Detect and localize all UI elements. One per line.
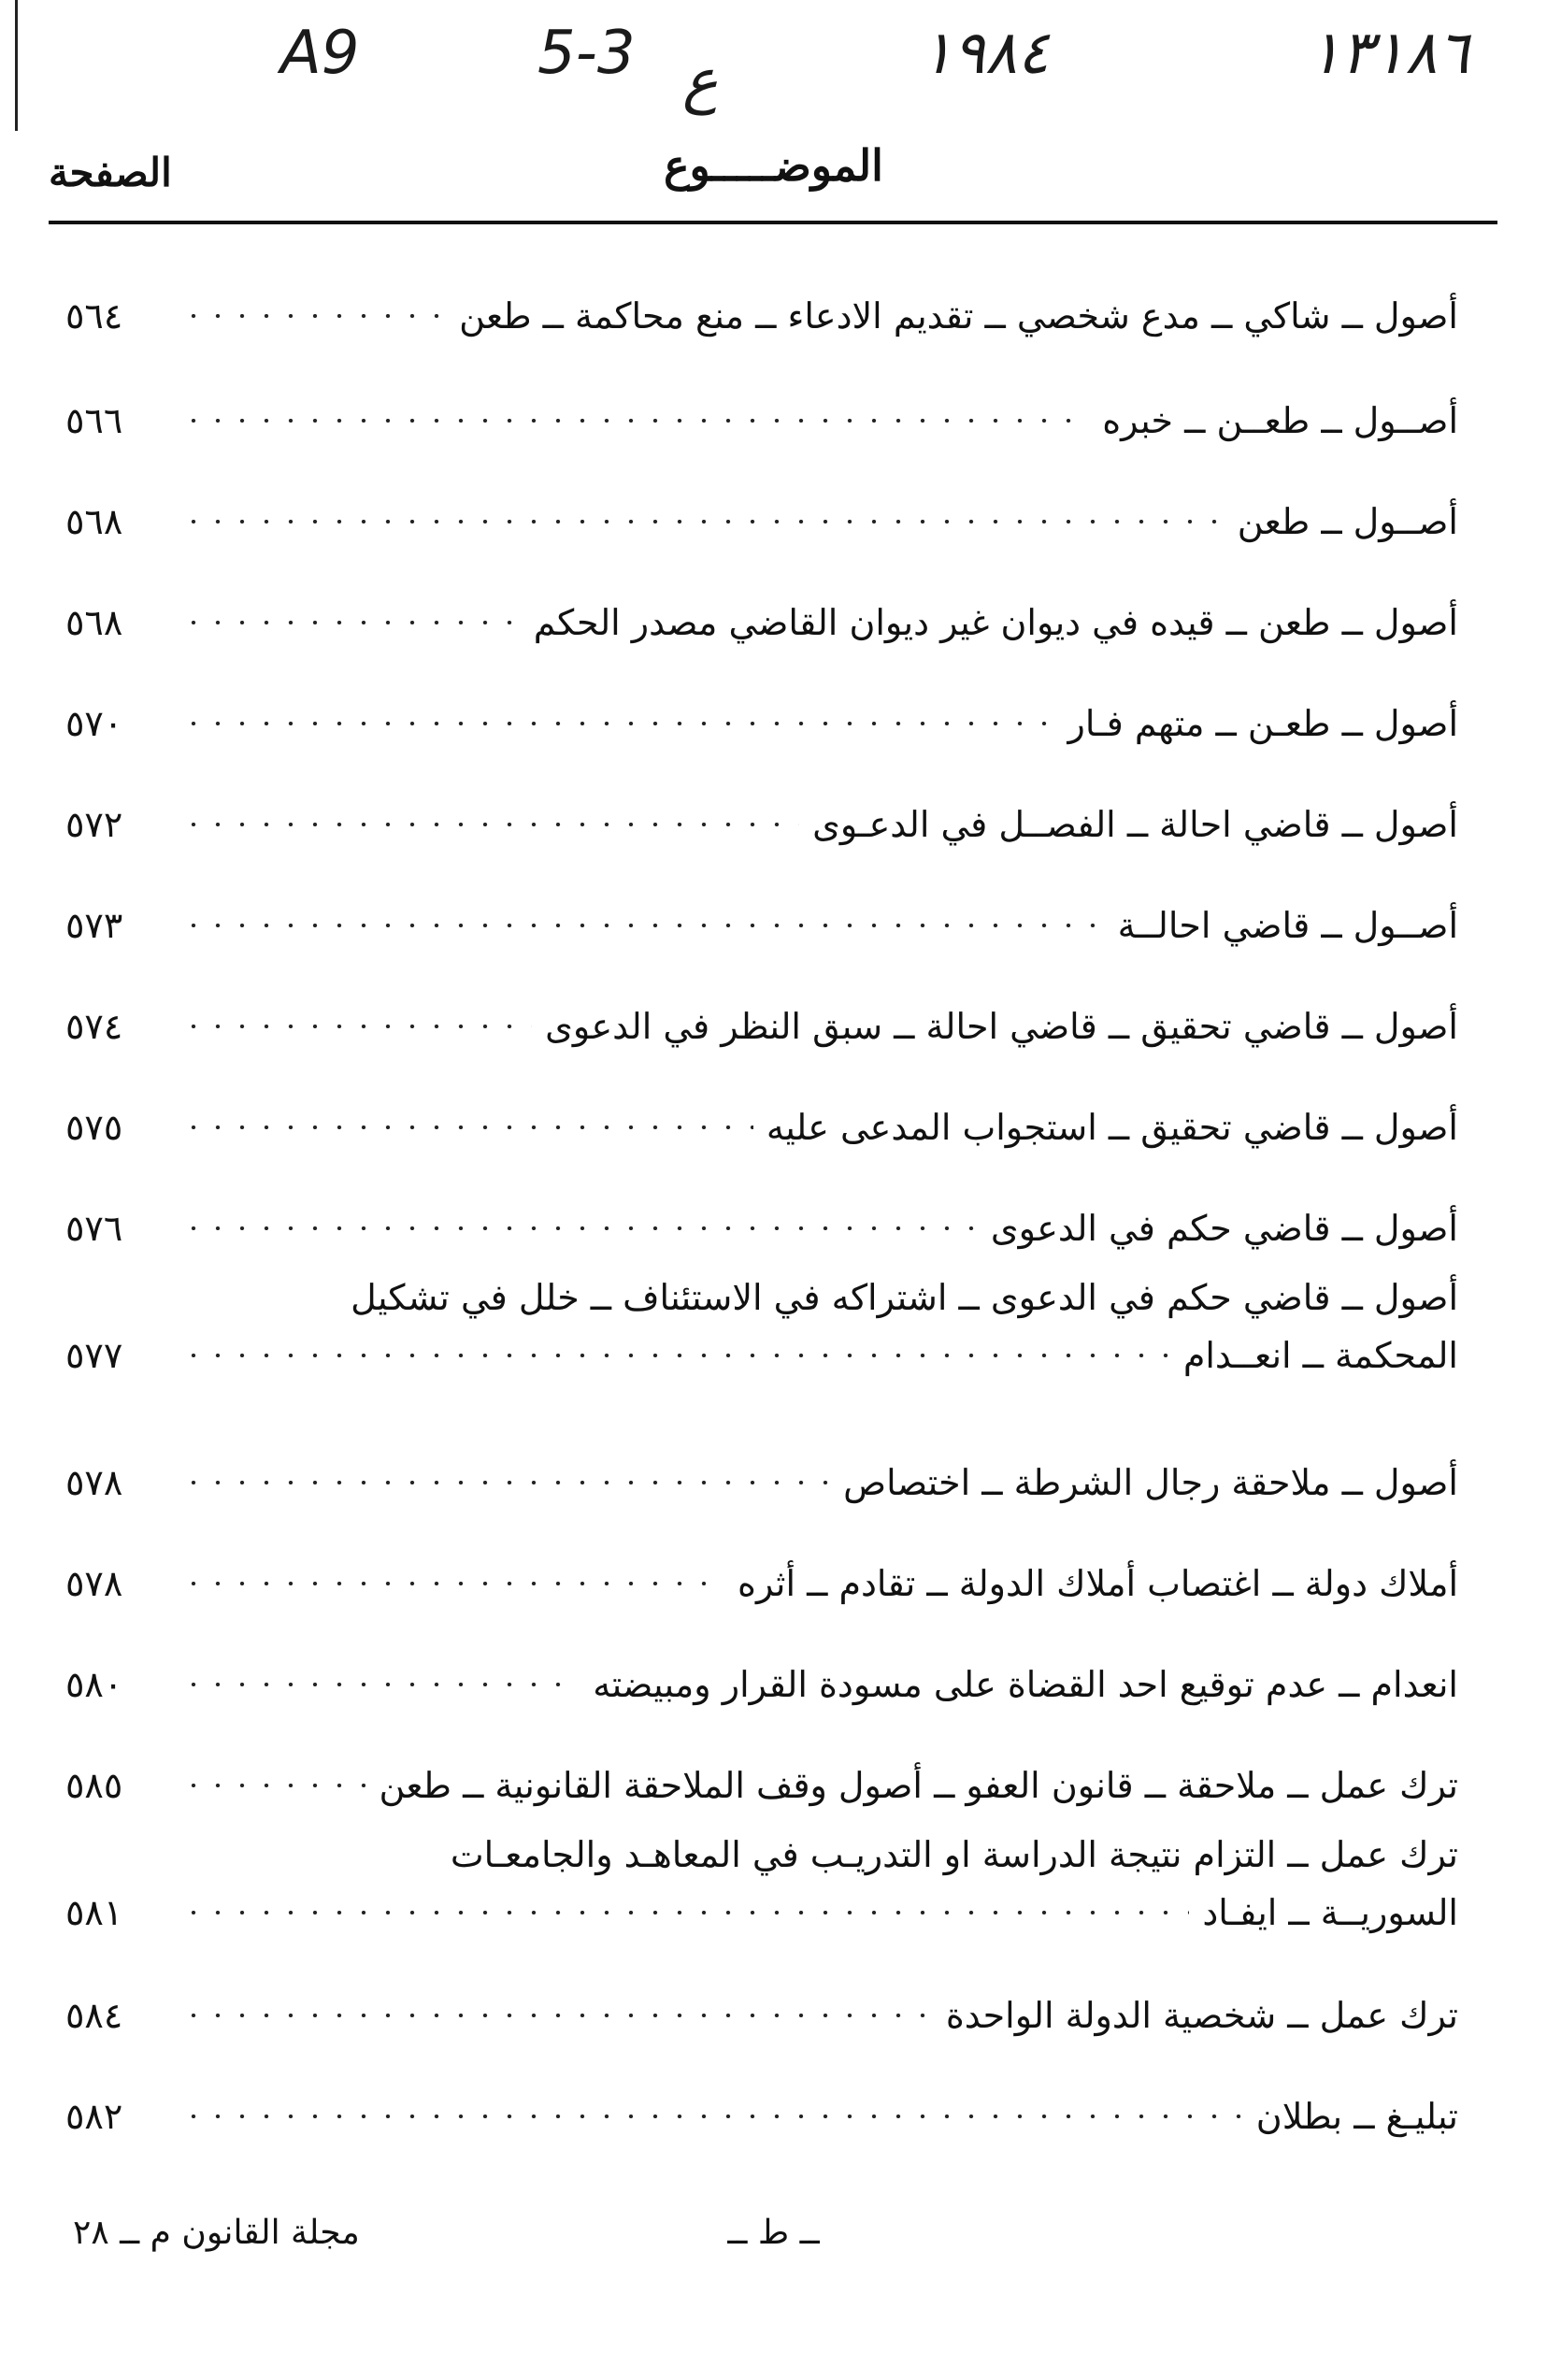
- entry-text: أصول ــ ملاحقة رجال الشرطة ــ اختصاص: [843, 1462, 1458, 1503]
- entry-page-number: ٥٨٠: [65, 1664, 123, 1705]
- entry-text-line1: أصول ــ قاضي حكم في الدعوى ــ اشتراكه في الاستئناف ــ خلل في تشكيل: [351, 1277, 1458, 1318]
- entry-page-number: ٥٧٢: [65, 804, 123, 845]
- dot-leader: [181, 2014, 933, 2017]
- handwritten-note-c: ع: [682, 47, 719, 116]
- index-entry: [65, 1335, 1458, 1376]
- dot-leader: [181, 1125, 753, 1129]
- dot-leader: [181, 1481, 830, 1484]
- page-marker: ــ ط ــ: [727, 2214, 820, 2252]
- dot-leader: [181, 2115, 1243, 2118]
- entry-page-number: ٥٨٢: [65, 2096, 123, 2137]
- index-entry: [65, 295, 1458, 337]
- entry-text: أصــول ــ قاضي احالــة: [1117, 905, 1458, 946]
- entry-page-number: ٥٨٥: [65, 1765, 123, 1806]
- dot-leader: [181, 1582, 724, 1585]
- index-entry: [65, 1892, 1458, 1933]
- entry-text: أصول ــ قاضي تحقيق ــ استجواب المدعى عليه: [766, 1107, 1458, 1148]
- entry-text: انعدام ــ عدم توقيع احد القضاة على مسودة القرار ومبيضته: [593, 1664, 1458, 1705]
- handwritten-note-e: ١٣١٨٦: [1309, 19, 1469, 88]
- entry-page-number: ٥٧٨: [65, 1462, 123, 1503]
- entry-page-number: ٥٧٤: [65, 1006, 123, 1047]
- handwritten-note-d: ١٩٨٤: [921, 19, 1050, 88]
- index-entry: [65, 602, 1458, 643]
- entry-text: أصول ــ قاضي حكم في الدعوى: [990, 1208, 1458, 1249]
- entry-text: أصول ــ طعـن ــ متهم فـار: [1067, 703, 1458, 744]
- index-entry: [65, 1563, 1458, 1604]
- index-entry: [65, 1107, 1458, 1148]
- dot-leader: [181, 1354, 1170, 1357]
- entry-text: أصــول ــ طعــن ــ خبره: [1102, 400, 1458, 441]
- entry-page-number: ٥٧٣: [65, 905, 123, 946]
- dot-leader: [181, 823, 799, 826]
- entry-page-number: ٥٧٥: [65, 1107, 123, 1148]
- dot-leader: [181, 1911, 1189, 1914]
- handwritten-note-a: A9: [280, 19, 360, 88]
- dot-leader: [181, 419, 1089, 423]
- index-entry: [65, 400, 1458, 441]
- entry-page-number: ٥٦٤: [65, 295, 123, 337]
- index-entry: [65, 905, 1458, 946]
- entry-text-line1: ترك عمل ــ التزام نتيجة الدراسة او التدريـب في المعاهـد والجامعـات: [450, 1834, 1458, 1875]
- entry-page-number: ٥٧٦: [65, 1208, 123, 1249]
- entry-page-number: ٥٦٨: [65, 602, 123, 643]
- dot-leader: [181, 314, 446, 318]
- entry-text: أصــول ــ طعن: [1237, 501, 1458, 542]
- entry-text: أصول ــ قاضي احالة ــ الفصــل في الدعـوى: [812, 804, 1458, 845]
- subject-heading: الموضـــــوع: [664, 140, 883, 191]
- entry-page-number: ٥٦٨: [65, 501, 123, 542]
- dot-leader: [181, 621, 521, 624]
- entry-page-number: ٥٦٦: [65, 400, 123, 441]
- dot-leader: [181, 1025, 532, 1028]
- index-entry: [65, 2096, 1458, 2137]
- entry-page-number: ٥٨٤: [65, 1995, 123, 2036]
- index-entry: [65, 501, 1458, 542]
- dot-leader: [181, 1226, 978, 1230]
- entry-page-number: ٥٧٠: [65, 703, 123, 744]
- entry-page-number: ٥٧٧: [65, 1335, 123, 1376]
- index-entry: [65, 1208, 1458, 1249]
- dot-leader: [181, 520, 1225, 523]
- entry-text: ترك عمل ــ شخصية الدولة الواحدة: [945, 1995, 1458, 2036]
- index-entry: [65, 1765, 1458, 1806]
- journal-footer: مجلة القانون م ــ ٢٨: [73, 2214, 360, 2252]
- index-entry: [65, 804, 1458, 845]
- entry-page-number: ٥٧٨: [65, 1563, 123, 1604]
- entry-text: ترك عمل ــ ملاحقة ــ قانون العفو ــ أصول وقف الملاحقة القانونية ــ طعن: [379, 1765, 1458, 1806]
- handwritten-note-b: 5-3: [537, 19, 636, 88]
- entry-text: أملاك دولة ــ اغتصاب أملاك الدولة ــ تقادم ــ أثره: [738, 1563, 1458, 1604]
- index-entry: [65, 1664, 1458, 1705]
- entry-text: أصول ــ قاضي تحقيق ــ قاضي احالة ــ سبق النظر في الدعوى: [545, 1006, 1458, 1047]
- page-heading: الصفحة: [49, 150, 172, 195]
- dot-leader: [181, 1683, 580, 1686]
- dot-leader: [181, 722, 1055, 725]
- index-entry: [65, 1006, 1458, 1047]
- index-entry: [65, 703, 1458, 744]
- entry-text: السوريــة ــ ايفـاد: [1202, 1892, 1458, 1933]
- dot-leader: [181, 924, 1105, 927]
- entry-text: أصول ــ طعن ــ قيده في ديوان غير ديوان القاضي مصدر الحكم: [533, 602, 1458, 643]
- dot-leader: [181, 1784, 365, 1787]
- index-entry: [65, 1462, 1458, 1503]
- entry-page-number: ٥٨١: [65, 1892, 123, 1933]
- entry-text: أصول ــ شاكي ــ مدع شخصي ــ تقديم الادعاء ــ منع محاكمة ــ طعن: [459, 295, 1458, 337]
- entry-text: المحكمة ــ انعــدام: [1182, 1335, 1458, 1376]
- index-entry: [65, 1995, 1458, 2036]
- entry-text: تبليـغ ــ بطلان: [1255, 2096, 1458, 2137]
